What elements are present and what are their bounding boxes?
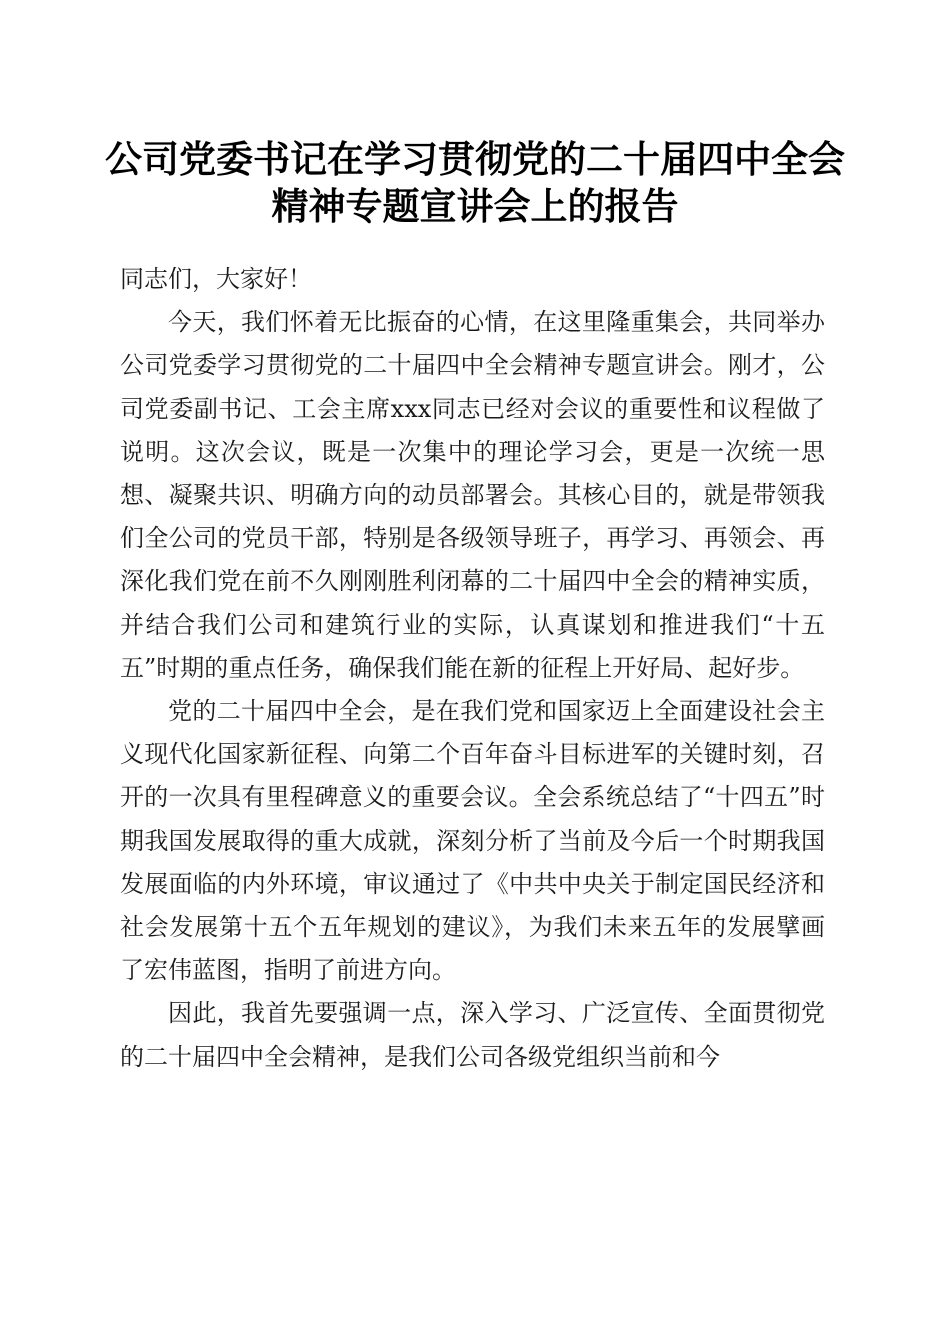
title-line-2: 精神专题宣讲会上的报告 — [271, 184, 679, 228]
document-body — [120, 250, 825, 1079]
paragraph-3: 因此，我首先要强调一点，深入学习、广泛宣传、全面贯彻党的二十届四中全会精神，是我们公司各级党组织当前和今 — [120, 999, 825, 1071]
title-line-1: 公司党委书记在学习贯彻党的二十届四中全会 — [105, 137, 845, 181]
paragraph-1: 今天，我们怀着无比振奋的心情，在这里隆重集会，共同举办公司党委学习贯彻党的二十届四中全会精神专题宣讲会。刚才，公司党委副书记、工会主席xxx同志已经对会议的重要性和议程做了说明。这次会议，既是一次集中的理论学习会，更是一次统一思想、凝聚共识、明确方向的动员部署会。其核心目的，就是带领我们全公司的党员干部，特别是各级领导班子，再学习、再领会、再深化我们党在前不久刚刚胜利闭幕的二十届四中全会的精神实质，并结合我们公司和建筑行业的实际，认真谋划和推进我们“十五五”时期的重点任务，确保我们能在新的征程上开好局、起好步。 — [120, 308, 825, 682]
paragraph-2: 党的二十届四中全会，是在我们党和国家迈上全面建设社会主义现代化国家新征程、向第二个百年奋斗目标进军的关键时刻，召开的一次具有里程碑意义的重要会议。全会系统总结了“十四五”时期我国发展取得的重大成就，深刻分析了当前及今后一个时期我国发展面临的内外环境，审议通过了《中共中央关于制定国民经济和社会发展第十五个五年规划的建议》，为我们未来五年的发展擘画了宏伟蓝图，指明了前进方向。 — [120, 697, 825, 985]
greeting: 同志们，大家好！ — [120, 265, 312, 293]
document-title — [0, 136, 950, 230]
